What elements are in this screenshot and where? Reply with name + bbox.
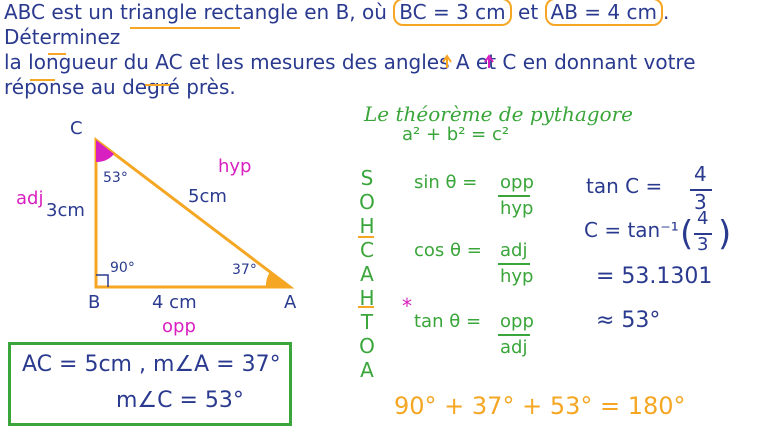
c-frac-den: 3 [697, 234, 709, 255]
problem-text: et [511, 0, 545, 24]
toa-letter: T [360, 310, 374, 334]
side-ac-label: 5cm [188, 186, 227, 207]
problem-text: ABC est un triangle rectangle en B, où [4, 0, 394, 24]
paren-left: ( [680, 214, 694, 254]
angle-sum: 90° + 37° + 53° = 180° [394, 392, 686, 420]
approx-2: ≈ 53° [596, 308, 661, 333]
cah-letter: H [359, 286, 375, 310]
side-bc-label: 3cm [46, 200, 85, 221]
arrow-c-icon [485, 56, 493, 68]
opp-label: opp [162, 316, 196, 337]
bc-highlight: BC = 3 cm [393, 0, 511, 26]
toa-letter: O [359, 334, 375, 358]
underline-marks [30, 28, 240, 85]
problem-line-3: réponse au degré près. [4, 75, 236, 99]
angle-b-label: 90° [110, 260, 135, 276]
vertex-c: C [70, 118, 83, 139]
side-ab-label: 4 cm [152, 292, 197, 313]
cos-den: hyp [500, 266, 534, 287]
cah-letter: A [360, 262, 374, 286]
soh-letter: S [360, 166, 374, 190]
sin-num: opp [500, 172, 534, 193]
tan-c-num: 4 [694, 162, 707, 186]
tan-c-lhs: tan C = [586, 174, 663, 198]
approx-1: = 53.1301 [596, 264, 713, 289]
paren-right: ) [718, 214, 732, 254]
cos-num: adj [500, 240, 528, 261]
sohcahtoa [357, 166, 377, 382]
ab-highlight: AB = 4 cm [545, 0, 663, 26]
pythagore-title: Le théorème de pythagore [364, 102, 634, 126]
answer-line-2: m∠C = 53° [116, 388, 244, 413]
tan-den: adj [500, 337, 528, 358]
soh-letter: H [359, 214, 375, 238]
angle-a-label: 37° [232, 262, 257, 278]
problem-line-2: la longueur du AC et les mesures des angles A et C en donnant votre [4, 50, 696, 74]
star-mark: * [402, 294, 412, 318]
sin-den: hyp [500, 198, 534, 219]
c-equation: C = tan⁻¹ [584, 218, 679, 242]
right-angle-marker [96, 275, 108, 287]
angle-c-label: 53° [103, 170, 128, 186]
tan-lhs: tan θ = [414, 311, 482, 332]
soh-letter: O [359, 190, 375, 214]
pythagore-formula: a² + b² = c² [402, 124, 510, 145]
c-frac-num: 4 [697, 208, 709, 229]
cah-letter: C [360, 238, 374, 262]
vertex-a: A [284, 292, 297, 313]
hyp-label: hyp [218, 156, 252, 177]
adj-label: adj [16, 188, 44, 209]
tan-c-den: 3 [694, 190, 707, 214]
answer-line-1: AC = 5cm , m∠A = 37° [22, 352, 281, 377]
toa-letter: A [360, 358, 374, 382]
problem-text: . Déterminez [4, 0, 670, 49]
vertex-b: B [88, 292, 101, 313]
sin-lhs: sin θ = [414, 172, 478, 193]
cos-lhs: cos θ = [414, 240, 482, 261]
angle-a-marker [266, 272, 290, 287]
arrow-a-icon [443, 56, 451, 68]
tan-num: opp [500, 311, 534, 332]
